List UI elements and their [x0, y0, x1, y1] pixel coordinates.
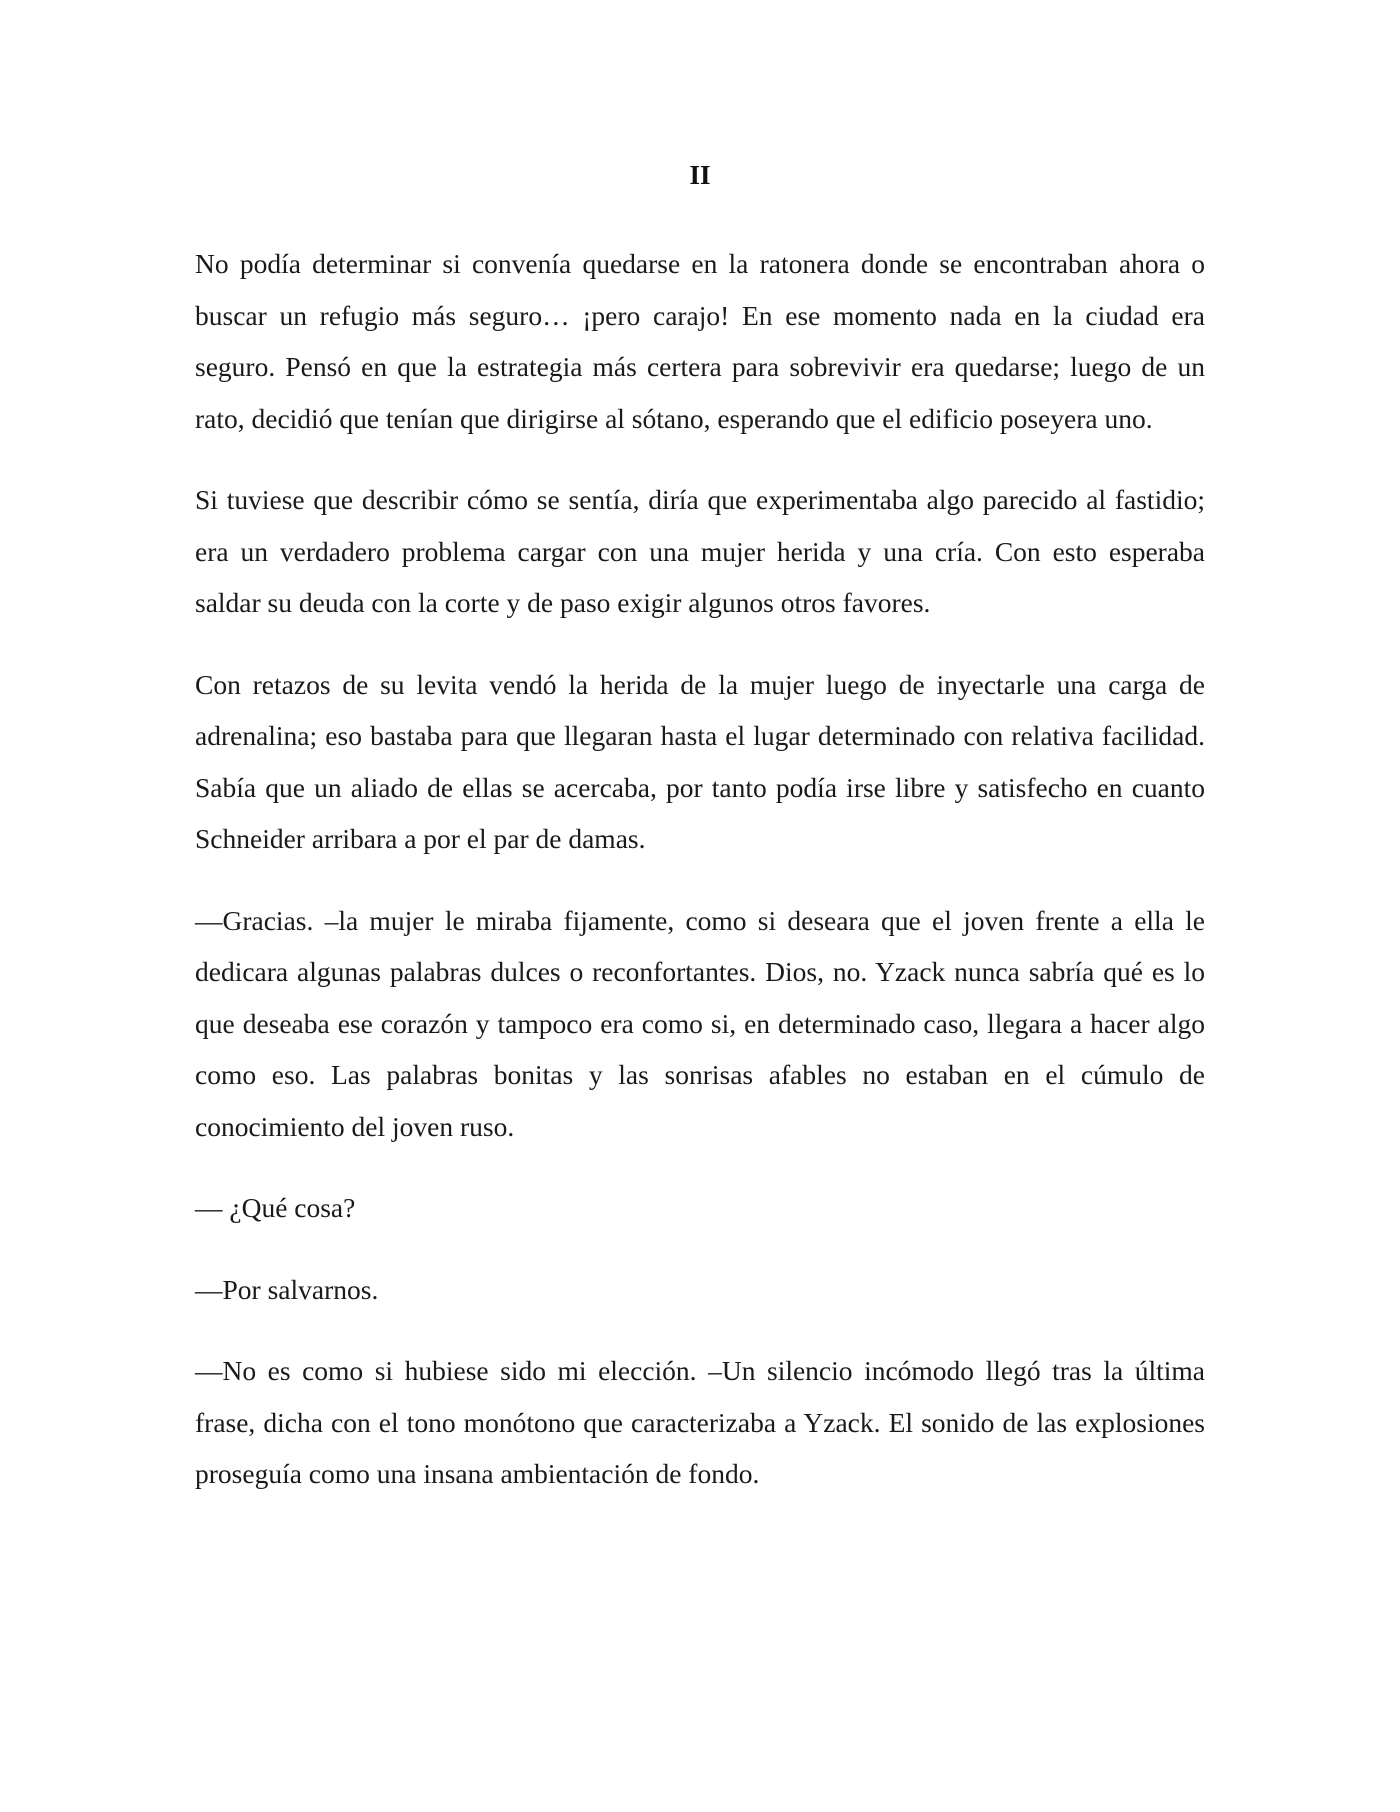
paragraph: —No es como si hubiese sido mi elección. –Un silencio incómodo llegó tras la última frase, dicha con el tono monótono que caracterizaba a Yzack. El sonido de las explosiones proseguía como una insana ambientación de fondo.	[195, 1355, 1205, 1489]
paragraph: —Gracias. –la mujer le miraba fijamente, como si deseara que el joven frente a ella le dedicara algunas palabras dulces o reconfortantes. Dios, no. Yzack nunca sabría qué es lo que deseaba ese corazón y tampoco era como si, en determinado caso, llegara a hacer algo como eso. Las palabras bonitas y las sonrisas afables no estaban en el cúmulo de conocimiento del joven ruso.	[195, 904, 1205, 1142]
chapter-heading: II	[689, 160, 711, 190]
paragraph: Con retazos de su levita vendó la herida de la mujer luego de inyectarle una carga de adrenalina; eso bastaba para que llegaran hasta el lugar determinado con relativa facilidad. Sabía que un aliado de ellas se acercaba, por tanto podía irse libre y satisfecho en cuanto Schneider arribara a por el par de damas.	[195, 668, 1205, 854]
body-text	[195, 238, 1205, 1530]
dialogue-line: —Por salvarnos.	[195, 1273, 379, 1305]
paragraph: Si tuviese que describir cómo se sentía, diría que experimentaba algo parecido al fastidio; era un verdadero problema cargar con una mujer herida y una cría. Con esto esperaba saldar su deuda con la corte y de paso exigir algunos otros favores.	[195, 484, 1205, 618]
dialogue-line: — ¿Qué cosa?	[195, 1192, 356, 1223]
paragraph: No podía determinar si convenía quedarse en la ratonera donde se encontraban ahora o buscar un refugio más seguro… ¡pero carajo! En ese momento nada en la ciudad era seguro. Pensó en que la estrategia más certera para sobrevivir era quedarse; luego de un rato, decidió que tenían que dirigirse al sótano, esperando que el edificio poseyera uno.	[195, 248, 1205, 434]
